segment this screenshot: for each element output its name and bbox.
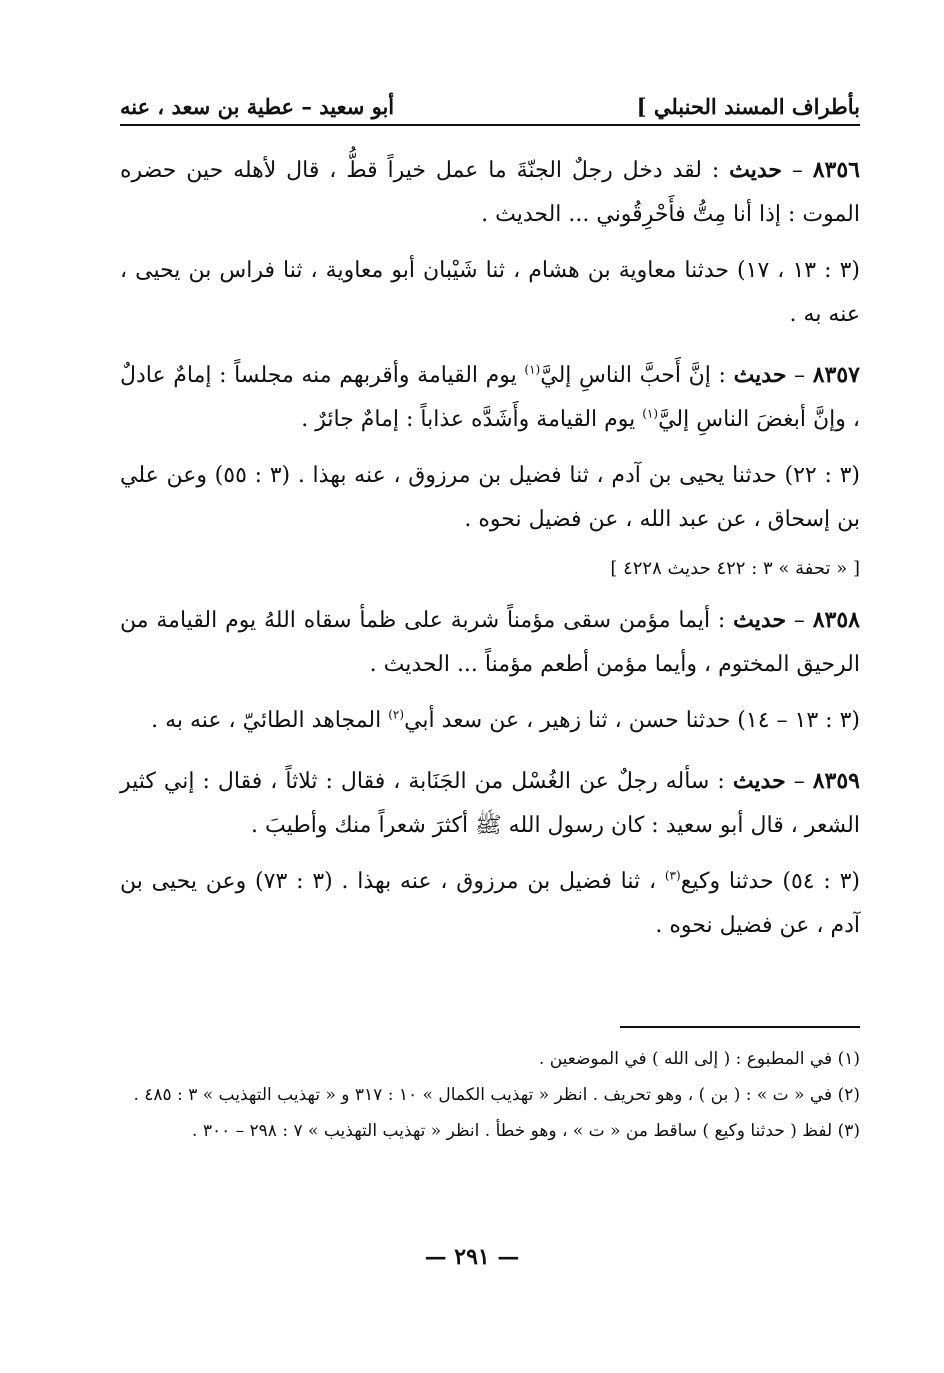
isnad-text: ، ثنا فضيل بن مرزوق ، عنه بهذا . (٣ : ٧٣) وعن يحيى بن آدم ، عن فضيل نحوه . — [120, 869, 860, 938]
footnotes — [120, 1042, 860, 1150]
footnote-ref: (١) — [524, 362, 541, 377]
hadith-entry: ٨٣٥٩ – حديث : سأله رجلٌ عن الغُسْل من الجَنَابة ، فقال : ثلاثاً ، فقال : إني كثير الشعر ، قال أبو سعيد : كان رسول الله ﷺ أكثرَ شعراً منك وأطيبَ . — [120, 768, 860, 838]
isnad-text: (٣ : ٥٤) حدثنا وكيع — [680, 869, 861, 894]
footnote-divider — [620, 1026, 860, 1028]
hadith-entry: ٨٣٥٧ – حديث : إنَّ أَحبَّ الناسِ إليَّ$^{(١)}$ يوم القيامة وأقربهم منه مجلساً : إمامٌ عادلٌ ، وإنَّ أبغضَ الناسِ إليَّ$^{(١)}$ يوم القيامة وأَشَدَّه عذاباً : إمامٌ جائرٌ . — [120, 362, 860, 432]
tuhfa-reference: [ « تحفة » ٣ : ٤٢٢ حديث ٤٢٢٨ ] — [610, 558, 860, 579]
footnote: (٣) لفظ ( حدثنا وكيع ) ساقط من « ت » ، وهو خطأ . انظر « تهذيب التهذيب » ٧ : ٢٩٨ – ٣٠٠ . — [192, 1121, 860, 1141]
hadith-label: حديث — [729, 157, 782, 183]
hadith-label: حديث — [733, 362, 787, 388]
hadith-number: ٨٣٥٦ — [812, 157, 860, 183]
isnad-chain: (٣ : ٢٢) حدثنا يحيى بن آدم ، ثنا فضيل بن مرزوق ، عنه بهذا . (٣ : ٥٥) وعن علي بن إسحاق ، عن عبد الله ، عن فضيل نحوه . — [120, 463, 860, 532]
hadith-label: حديث — [732, 768, 786, 794]
hadith-text: : لقد دخل رجلٌ الجنّةَ ما عمل خيراً قطُّ ، قال لأهله حين حضره الموت : إذا أنا مِتُّ فأَحْرِقُوني ... الحديث . — [120, 158, 860, 227]
isnad-chain: (٣ : ١٣ ، ١٧) حدثنا معاوية بن هشام ، ثنا شَيْبان أبو معاوية ، ثنا فراس بن يحيى ، عنه به . — [120, 258, 860, 327]
hadith-number: ٨٣٥٩ — [812, 768, 860, 794]
hadith-entry: ٨٣٥٨ – حديث : أيما مؤمن سقى مؤمناً شربة على ظمأ سقاه اللهُ يوم القيامة من الرحيق المختوم ، وأيما مؤمن أطعم مؤمناً ... الحديث . — [120, 607, 860, 677]
footnote-ref: (٢) — [388, 707, 405, 722]
isnad-text: المجاهد الطائيّ ، عنه به . — [151, 708, 389, 733]
running-header — [120, 88, 860, 126]
footnote-ref: (١) — [642, 406, 659, 421]
hadith-text: : إنَّ أَحبَّ الناسِ إليَّ — [540, 363, 734, 388]
hadith-number: ٨٣٥٨ — [812, 607, 860, 633]
main-text — [120, 148, 860, 964]
footnote: (١) في المطبوع : ( إلى الله ) في الموضعين . — [538, 1049, 860, 1069]
isnad-text: (٣ : ١٣ – ١٤) حدثنا حسن ، ثنا زهير ، عن سعد أبي — [404, 708, 860, 733]
footnote: (٢) في « ت » : ( بن ) ، وهو تحريف . انظر « تهذيب الكمال » ١٠ : ٣١٧ و « تهذيب التهذيب » ٣ : ٤٨٥ . — [133, 1085, 860, 1105]
hadith-text: : سأله رجلٌ عن الغُسْل من الجَنَابة ، فقال : ثلاثاً ، فقال : إني كثير الشعر ، قال أبو سعيد : كان رسول الله ﷺ أكثرَ شعراً منك وأطيبَ . — [120, 769, 860, 838]
footnote-ref: (٣) — [664, 868, 681, 883]
hadith-number: ٨٣٥٧ — [812, 362, 860, 388]
header-book-title: بأطراف المسند الحنبلي ] — [636, 93, 860, 119]
hadith-text: يوم القيامة وأَشَدَّه عذاباً : إمامٌ جائرٌ . — [301, 407, 643, 432]
hadith-text: يوم القيامة وأقربهم منه مجلساً : إمامٌ عادلٌ ، وإنَّ أبغضَ الناسِ إليَّ — [120, 363, 860, 432]
isnad-chain — [120, 860, 860, 948]
page-number: — ٢٩١ — — [424, 1244, 520, 1270]
hadith-text: : أيما مؤمن سقى مؤمناً شربة على ظمأ سقاه اللهُ يوم القيامة من الرحيق المختوم ، وأيما مؤمن أطعم مؤمناً ... الحديث . — [120, 608, 860, 677]
hadith-entry: ٨٣٥٦ – حديث : لقد دخل رجلٌ الجنّةَ ما عمل خيراً قطُّ ، قال لأهله حين حضره الموت : إذا أنا مِتُّ فأَحْرِقُوني ... الحديث . — [120, 157, 860, 227]
header-narrator-rest: – عطية بن سعد ، عنه — [120, 93, 320, 119]
hadith-label: حديث — [733, 607, 787, 633]
header-narrator — [120, 94, 394, 119]
header-narrator-name: أبو سعيد — [319, 93, 395, 119]
isnad-chain — [120, 699, 860, 743]
